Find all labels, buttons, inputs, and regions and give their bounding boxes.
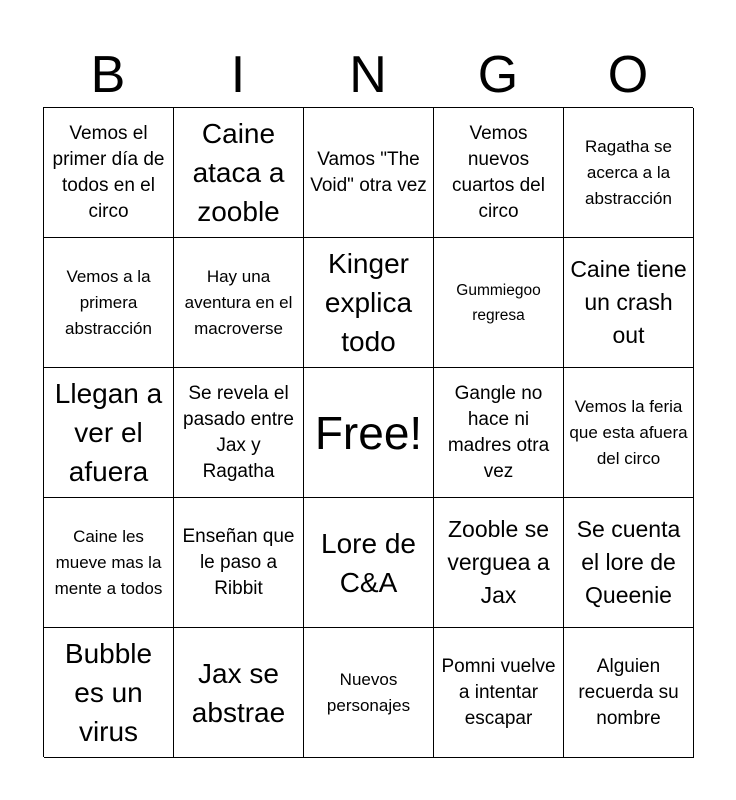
bingo-cell-r2-c1[interactable] (174, 368, 304, 498)
cell-text: Ragatha se acerca a la abstracción (585, 136, 672, 208)
header-letter-b: B (90, 46, 126, 104)
cell-text: Lore de C&A (321, 527, 416, 598)
bingo-cell-r2-c4[interactable] (564, 368, 694, 498)
cell-text: Caine les mueve mas la mente a todos (54, 526, 163, 598)
cell-text: Vemos nuevos cuartos del circo (452, 122, 545, 222)
cell-text: Vemos el primer día de todos en el circo (52, 122, 165, 222)
bingo-cell-r3-c1[interactable] (174, 498, 304, 628)
cell-text: Gangle no hace ni madres otra vez (447, 382, 550, 482)
cell-text: Bubble es un virus (64, 638, 153, 747)
bingo-cell-r2-c0[interactable] (44, 368, 174, 498)
bingo-grid (43, 107, 693, 757)
cell-text: Caine ataca a zooble (192, 118, 285, 227)
cell-text: Nuevos personajes (326, 669, 411, 715)
bingo-cell-r3-c0[interactable] (44, 498, 174, 628)
bingo-cell-r4-c0[interactable] (44, 628, 174, 758)
cell-text: Se revela el pasado entre Jax y Ragatha (183, 382, 294, 482)
cell-text: Alguien recuerda su nombre (578, 655, 679, 729)
bingo-cell-r4-c1[interactable] (174, 628, 304, 758)
bingo-header (43, 42, 693, 108)
cell-text: Vamos "The Void" otra vez (310, 148, 427, 196)
cell-text: Vemos a la primera abstracción (65, 266, 152, 338)
cell-text: Vemos la feria que esta afuera del circo (569, 396, 688, 468)
header-letter-g: G (477, 46, 519, 104)
bingo-cell-r0-c1[interactable] (174, 108, 304, 238)
header-letter-i: I (230, 46, 246, 104)
bingo-cell-r3-c4[interactable] (564, 498, 694, 628)
bingo-cell-r0-c4[interactable] (564, 108, 694, 238)
bingo-cell-r1-c0[interactable] (44, 238, 174, 368)
bingo-cell-r1-c1[interactable] (174, 238, 304, 368)
bingo-cell-r4-c3[interactable] (434, 628, 564, 758)
bingo-cell-r0-c2[interactable] (304, 108, 434, 238)
bingo-cell-r1-c2[interactable] (304, 238, 434, 368)
bingo-cell-r1-c3[interactable] (434, 238, 564, 368)
bingo-cell-r1-c4[interactable] (564, 238, 694, 368)
cell-text: Free! (314, 406, 423, 459)
bingo-cell-r2-c3[interactable] (434, 368, 564, 498)
bingo-cell-r3-c2[interactable] (304, 498, 434, 628)
header-letter-n: N (349, 46, 387, 104)
cell-text: Enseñan que le paso a Ribbit (182, 525, 295, 599)
cell-text: Zooble se verguea a Jax (447, 516, 550, 608)
bingo-cell-r0-c3[interactable] (434, 108, 564, 238)
cell-text: Hay una aventura en el macroverse (184, 266, 293, 338)
bingo-cell-r4-c2[interactable] (304, 628, 434, 758)
cell-text: Pomni vuelve a intentar escapar (441, 655, 556, 729)
cell-text: Llegan a ver el afuera (54, 378, 163, 487)
cell-text: Se cuenta el lore de Queenie (576, 516, 681, 608)
header-letter-o: O (607, 46, 649, 104)
cell-text: Jax se abstrae (191, 657, 286, 728)
bingo-cell-r0-c0[interactable] (44, 108, 174, 238)
bingo-cell-free[interactable] (304, 368, 434, 498)
cell-text: Gummiegoo regresa (456, 281, 541, 324)
bingo-cell-r3-c3[interactable] (434, 498, 564, 628)
cell-text: Kinger explica todo (324, 248, 413, 357)
bingo-cell-r4-c4[interactable] (564, 628, 694, 758)
cell-text: Caine tiene un crash out (570, 256, 687, 348)
